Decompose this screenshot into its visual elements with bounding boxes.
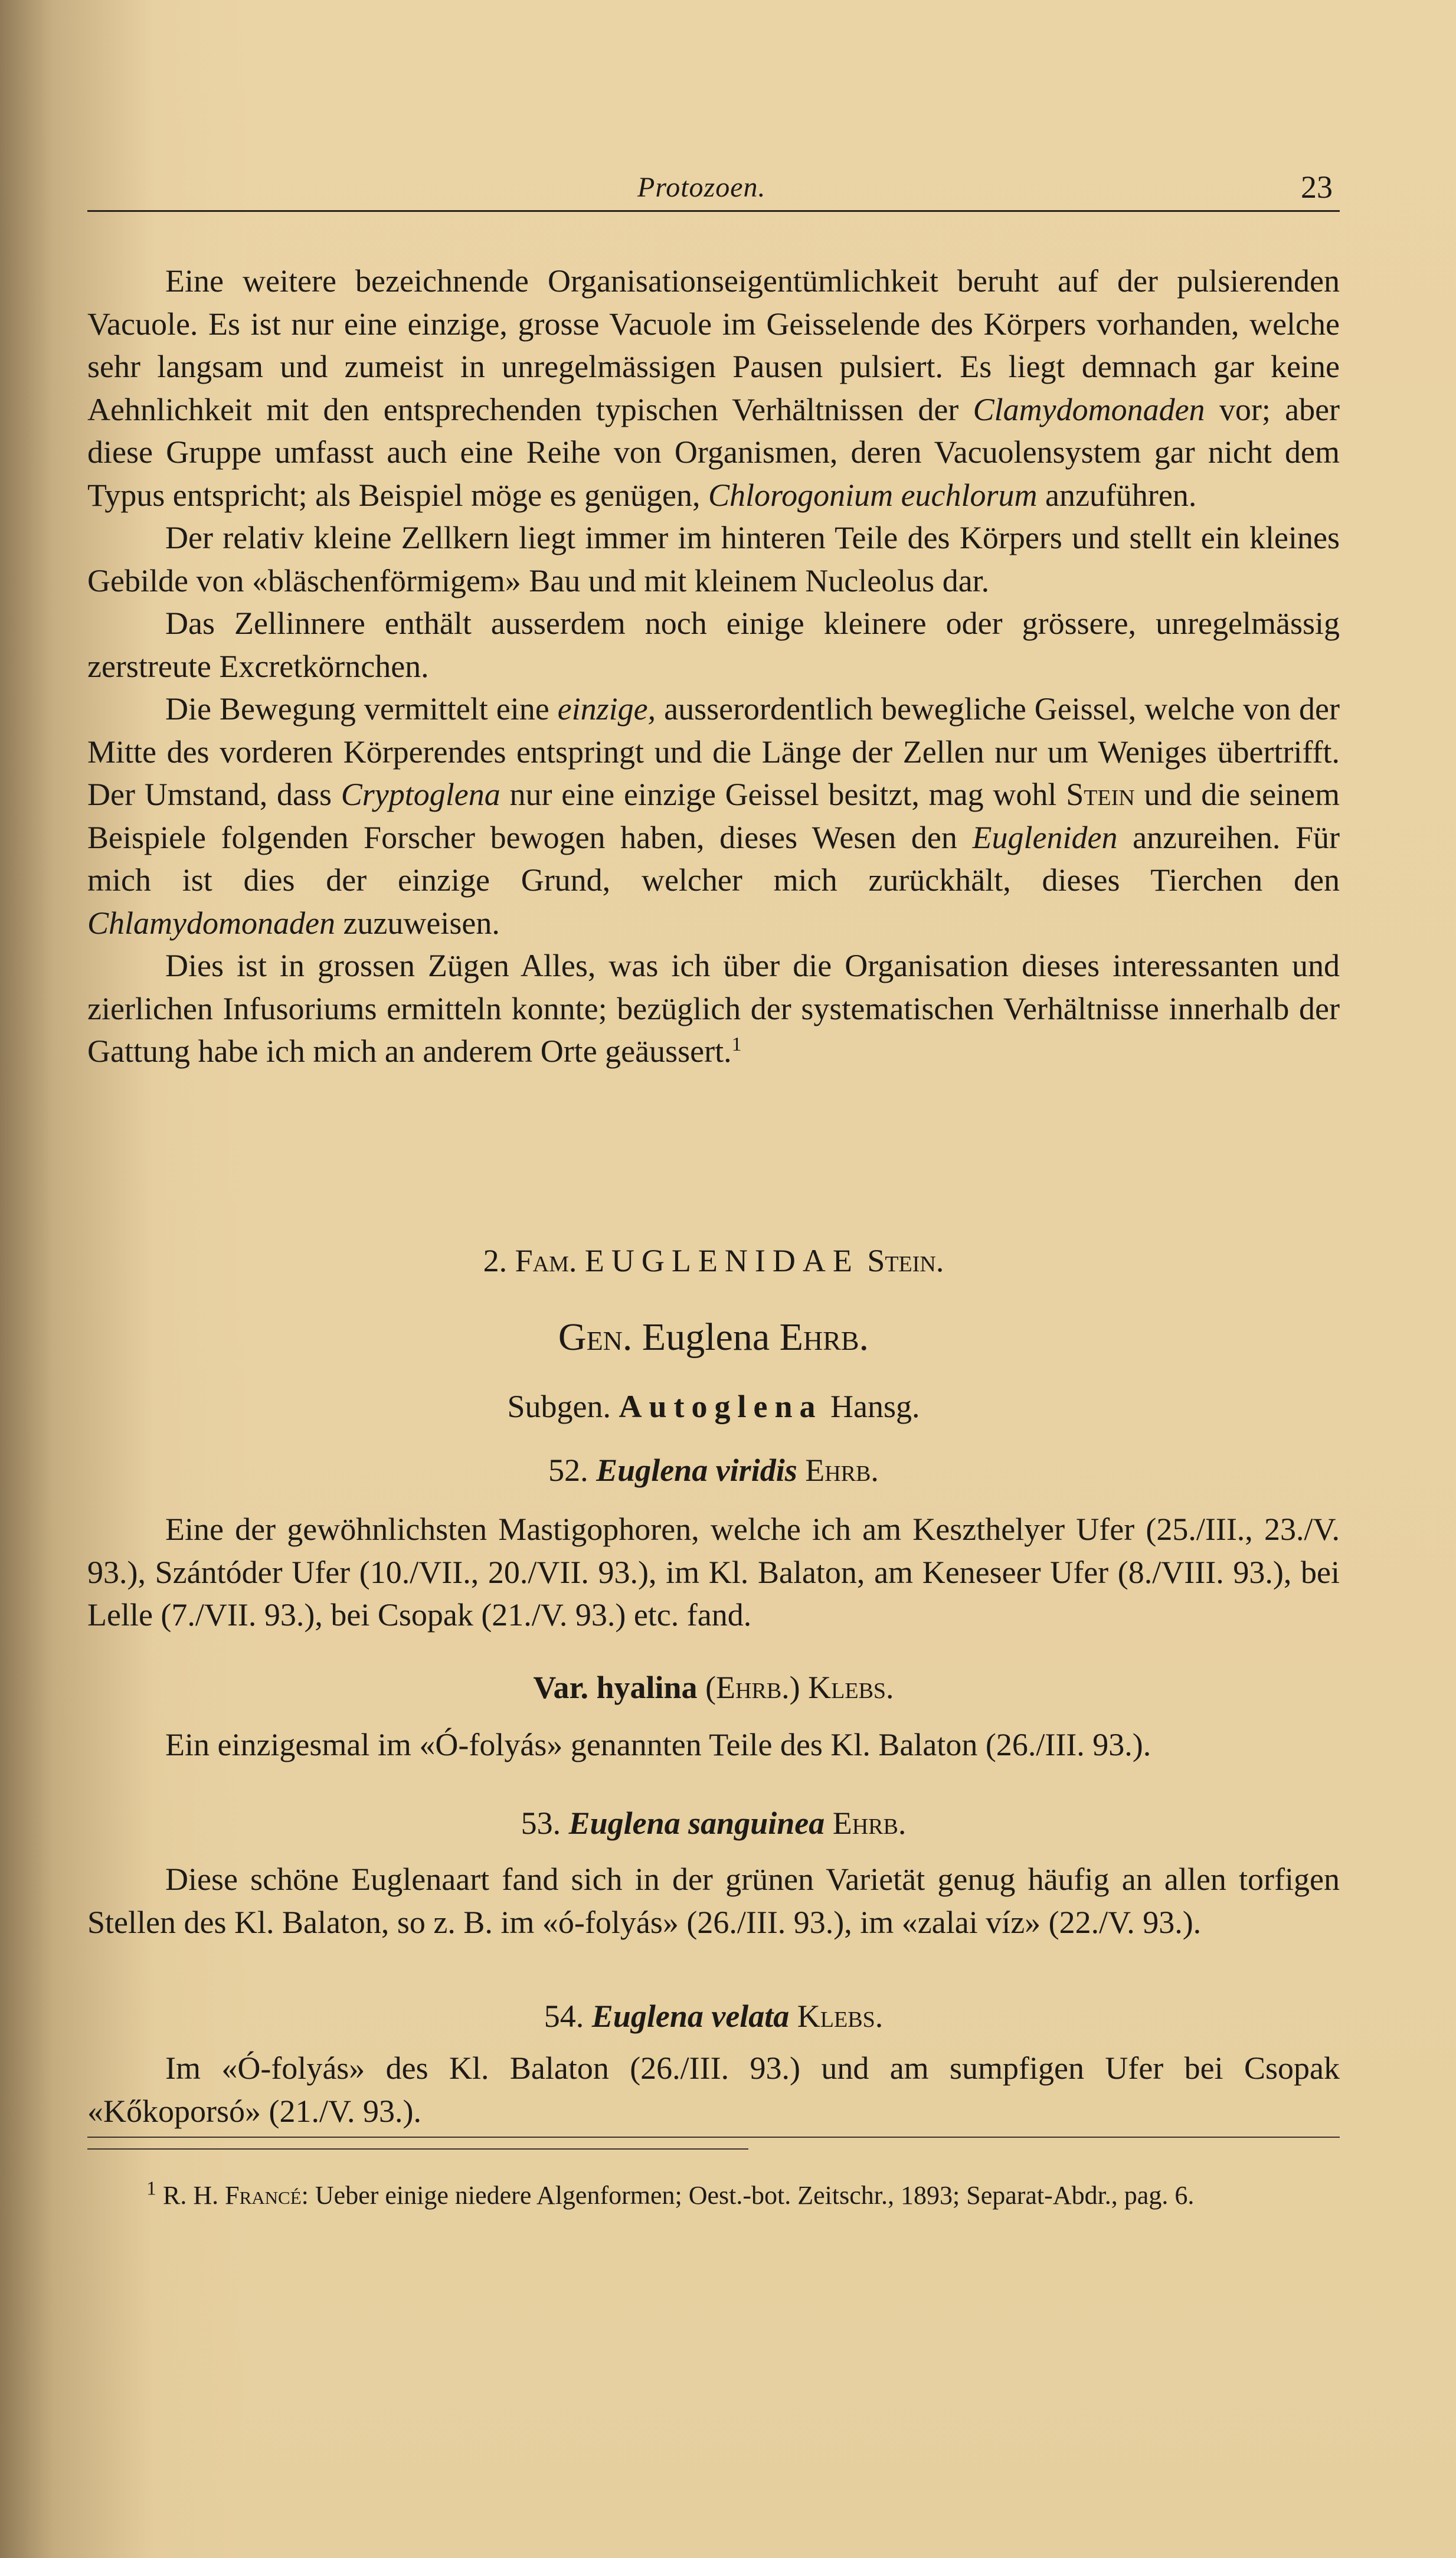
paragraph-vacuole: Eine weitere bezeichnende Organisationseigentümlichkeit beruht auf der pulsierenden Vacuole. Es ist nur eine einzige, grosse Vacuole im Geisselende des Körpers vorhanden, welche sehr langsam und zumeist in unregelmässigen Pausen pulsiert. Es liegt demnach gar keine Aehnlichkeit mit den entsprechenden typischen Verhältnissen der Clamydomonaden vor; aber diese Gruppe umfasst auch eine Reihe von Organismen, deren Vacuolensystem gar nicht dem Typus entspricht; als Beispiel möge es genügen, Chlorogonium euchlorum anzuführen. <box>87 263 1340 513</box>
paragraph-summary: Dies ist in grossen Zügen Alles, was ich über die Organisation dieses interessanten und zierlichen Infusoriums ermitteln konnte; bezüglich der systematischen Verhältnisse innerhalb der Gattung habe ich mich an anderem Orte geäussert.$^1$ <box>87 948 1340 1069</box>
footnote <box>87 2178 1340 2213</box>
species-54-heading: 54. Euglena velata Klebs. <box>544 1998 884 2034</box>
paragraph-nucleus: Der relativ kleine Zellkern liegt immer im hinteren Teile des Körpers und stellt ein kleines Gebilde von «bläschenförmigem» Bau und mit kleinem Nucleolus dar. <box>87 520 1340 598</box>
footnote-text: Ueber einige niedere Algenformen; Oest.-bot. Zeitschr., 1893; Separat-Abdr., pag. 6. <box>315 2181 1195 2210</box>
page-number: 23 <box>1301 169 1333 205</box>
footnote-rule <box>87 2137 1340 2138</box>
species-52-heading: 52. Euglena viridis Ehrb. <box>548 1453 879 1488</box>
footnote-rule-short <box>87 2148 748 2150</box>
running-header: Protozoen. <box>637 172 766 203</box>
paragraph-movement: Die Bewegung vermittelt eine einzige, ausserordentlich bewegliche Geissel, welche von der Mitte des vorderen Körperendes entspringt und die Länge der Zellen nur um Weniges übertrifft. Der Umstand, dass Cryptoglena nur eine einzige Geissel besitzt, mag wohl Stein und die seinem Beispiele folgenden Forscher bewogen haben, dieses Wesen den Eugleniden anzureihen. Für mich ist dies der einzige Grund, welcher mich zurückhält, dieses Tierchen den Chlamydomonaden zuzuweisen. <box>87 691 1340 941</box>
footnote-number: 1 <box>146 2177 156 2200</box>
variety-heading: Var. hyalina (Ehrb.) Klebs. <box>533 1670 894 1705</box>
variety-text: Ein einzigesmal im «Ó-folyás» genannten Teile des Kl. Balaton (26./III. 93.). <box>165 1727 1151 1762</box>
species-52-text: Eine der gewöhnlichsten Mastigophoren, welche ich am Keszthelyer Ufer (25./III., 23./V. 93.), Szántóder Ufer (10./VII., 20./VII. 93.), im Kl. Balaton, am Keneseer Ufer (8./VIII. 93.), bei Lelle (7./VII. 93.), bei Csopak (21./V. 93.) etc. fand. <box>87 1512 1340 1633</box>
paragraph-cell-interior: Das Zellinnere enthält ausserdem noch einige kleinere oder grössere, unregelmässig zerstreute Excretkörnchen. <box>87 606 1340 684</box>
body-text <box>87 260 1340 1073</box>
genus-heading: Gen. Euglena Ehrb. <box>558 1316 869 1359</box>
header-rule <box>87 210 1340 212</box>
species-53-text: Diese schöne Euglenaart fand sich in der grünen Varietät genug häufig an allen torfigen Stellen des Kl. Balaton, so z. B. im «ó-folyás» (26./III. 93.), im «zalai víz» (22./V. 93.). <box>87 1862 1340 1940</box>
subgenus-heading: Subgen. Autoglena Hansg. <box>507 1389 920 1424</box>
family-heading: 2. Fam. EUGLENIDAE Stein. <box>483 1243 944 1278</box>
footnote-marker: 1 <box>731 1033 742 1055</box>
species-54-text: Im «Ó-folyás» des Kl. Balaton (26./III. 93.) und am sumpfigen Ufer bei Csopak «Kőkoporsó» (21./V. 93.). <box>87 2050 1340 2129</box>
footnote-author: R. H. Francé: <box>163 2181 309 2210</box>
species-53-heading: 53. Euglena sanguinea Ehrb. <box>521 1805 907 1841</box>
